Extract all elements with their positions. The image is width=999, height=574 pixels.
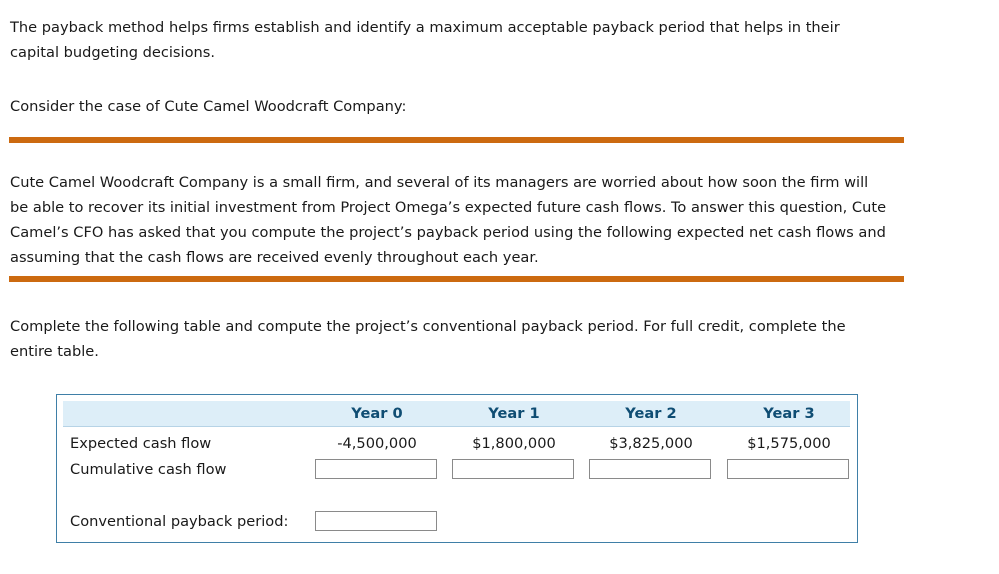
payback-period-label: Conventional payback period: [70, 513, 289, 530]
section-divider-bottom [9, 276, 904, 282]
expected-cash-flow-year-3: $1,575,000 [747, 435, 831, 452]
year-1-header: Year 1 [488, 405, 540, 422]
instruction-paragraph: Complete the following table and compute the project’s conventional payback period. For full credit, complete the entire table. [10, 318, 846, 360]
table-header-row [63, 401, 850, 427]
intro-paragraph: The payback method helps firms establish and identify a maximum acceptable payback period that helps in their capital budgeting decisions. [10, 19, 840, 61]
cumulative-cash-flow-year-3-input[interactable] [727, 459, 849, 479]
year-2-header: Year 2 [625, 405, 677, 422]
payback-period-input[interactable] [315, 511, 437, 531]
cumulative-cash-flow-year-1-input[interactable] [452, 459, 574, 479]
cumulative-cash-flow-year-0-input[interactable] [315, 459, 437, 479]
expected-cash-flow-year-2: $3,825,000 [609, 435, 693, 452]
expected-cash-flow-year-0: -4,500,000 [337, 435, 417, 452]
cumulative-cash-flow-label: Cumulative cash flow [70, 461, 227, 478]
expected-cash-flow-label: Expected cash flow [70, 435, 212, 452]
case-paragraph: Cute Camel Woodcraft Company is a small firm, and several of its managers are worried about how soon the firm will be able to recover its initial investment from Project Omega’s expected future cash flows. To answer this question, Cute Camel’s CFO has asked that you compute the project’s payback period using the following expected net cash flows and assuming that the cash flows are received evenly throughout each year. [10, 174, 887, 266]
cumulative-cash-flow-year-2-input[interactable] [589, 459, 711, 479]
expected-cash-flow-year-1: $1,800,000 [472, 435, 556, 452]
consider-paragraph: Consider the case of Cute Camel Woodcraft Company: [10, 98, 407, 115]
section-divider-top [9, 137, 904, 143]
cash-flow-table [56, 394, 858, 543]
year-3-header: Year 3 [763, 405, 815, 422]
year-0-header: Year 0 [351, 405, 403, 422]
